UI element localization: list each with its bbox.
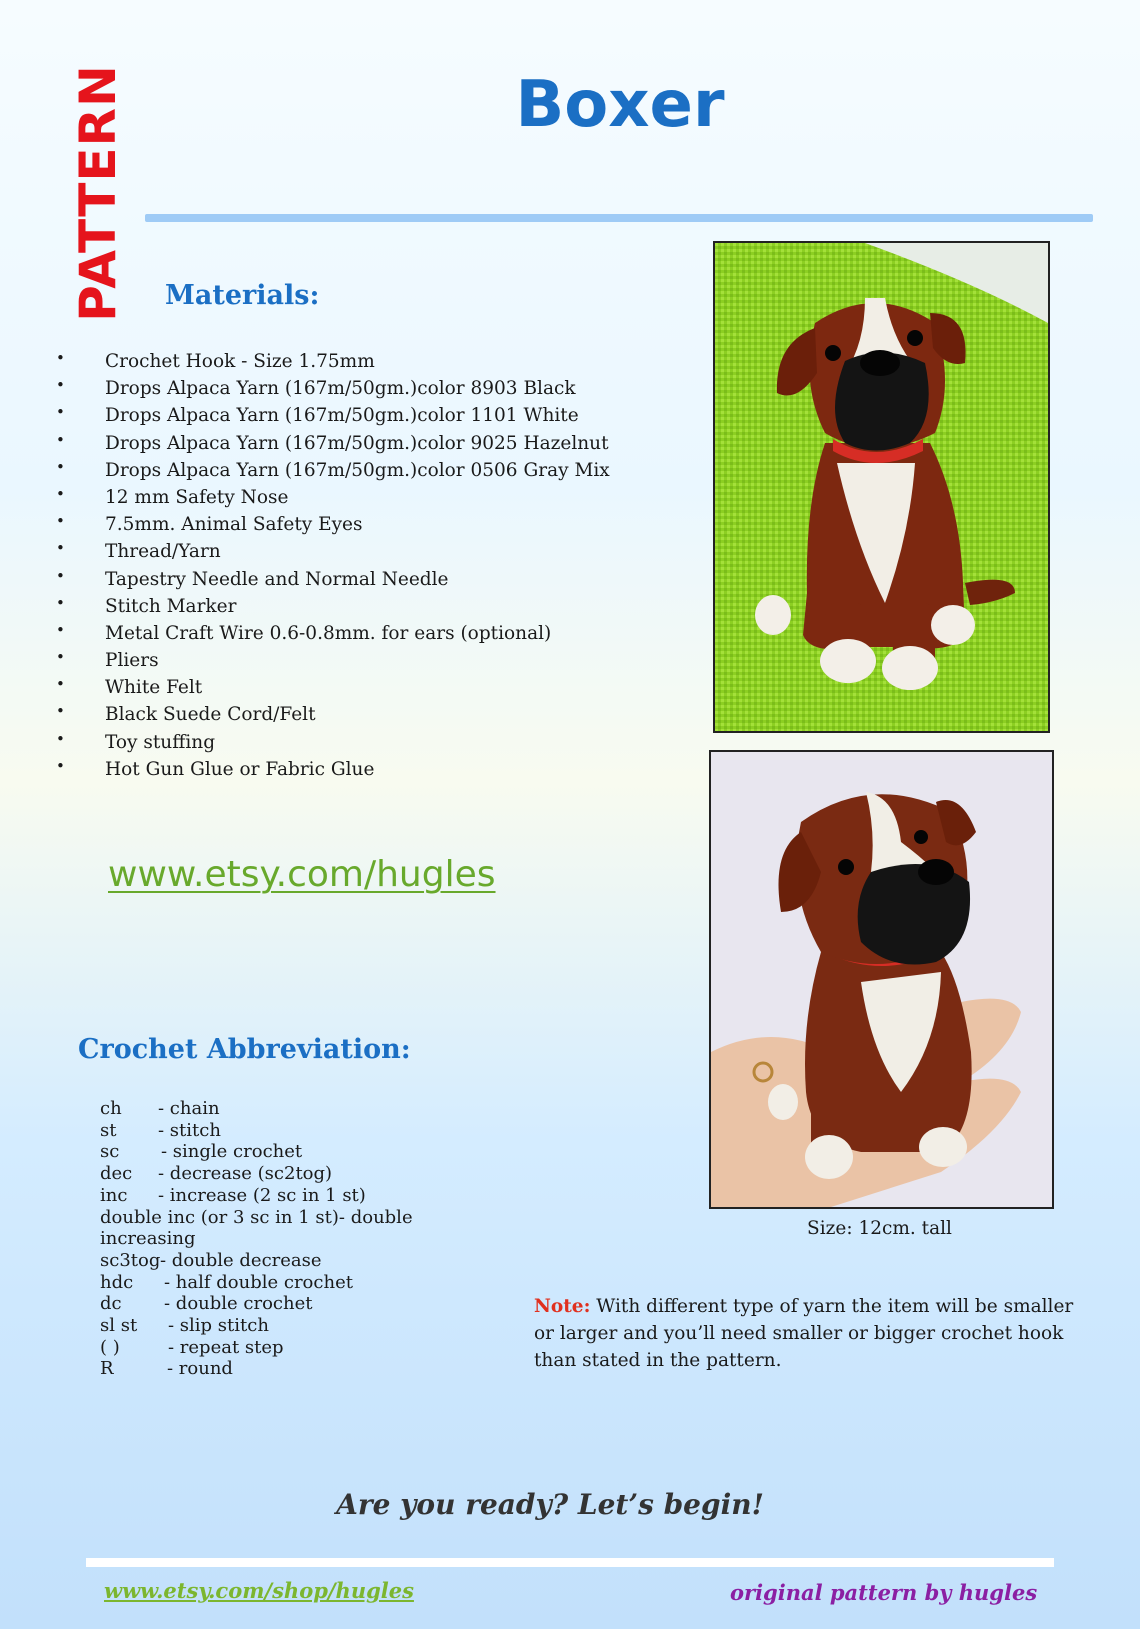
abbreviation-row — [100, 1141, 413, 1163]
abbreviation-value: - double crochet — [164, 1293, 313, 1315]
material-item: • Stitch Marker — [52, 593, 610, 620]
size-caption: Size: 12cm. tall — [807, 1218, 952, 1239]
abbreviation-value: - chain — [158, 1098, 220, 1119]
abbreviation-row — [100, 1207, 413, 1229]
abbreviation-value: - single crochet — [161, 1141, 303, 1163]
abbreviation-key: ( ) — [100, 1336, 120, 1358]
abbreviation-row — [100, 1250, 413, 1272]
abbreviation-row — [100, 1337, 413, 1359]
abbreviation-key: hdc — [100, 1271, 134, 1293]
abbreviation-key: double inc (or 3 sc in 1 st) — [100, 1206, 339, 1228]
abbreviation-value: - increase (2 sc in 1 st) — [158, 1184, 366, 1206]
materials-heading: Materials: — [165, 280, 320, 311]
material-item: • Toy stuffing — [52, 729, 610, 756]
note-block — [534, 1293, 1074, 1374]
abbreviation-value: - half double crochet — [164, 1271, 353, 1293]
material-item: • Drops Alpaca Yarn (167m/50gm.)color 1101 White — [52, 402, 610, 429]
abbreviations-list — [100, 1098, 413, 1380]
abbreviation-row — [100, 1358, 413, 1380]
abbreviations-heading: Crochet Abbreviation: — [78, 1034, 411, 1065]
page-title: Boxer — [515, 68, 725, 142]
abbreviation-row — [100, 1315, 413, 1337]
material-item: • Tapestry Needle and Normal Needle — [52, 566, 610, 593]
footer-divider — [86, 1558, 1054, 1567]
note-text: With different type of yarn the item will be smaller or larger and you’ll need smaller or bigger crochet hook than stated in the pattern. — [534, 1296, 1074, 1371]
abbreviation-key: increasing — [100, 1228, 196, 1250]
material-item: • Black Suede Cord/Felt — [52, 701, 610, 728]
abbreviation-value: - slip stitch — [168, 1315, 269, 1337]
abbreviation-key: inc — [100, 1184, 128, 1206]
material-item: • 12 mm Safety Nose — [52, 484, 610, 511]
etsy-shop-link[interactable]: www.etsy.com/hugles — [108, 854, 496, 895]
footer-credit: original pattern by hugles — [730, 1580, 1038, 1605]
ready-banner: Are you ready? Let’s begin! — [336, 1488, 764, 1521]
abbreviation-row — [100, 1098, 413, 1120]
abbreviation-row — [100, 1272, 413, 1294]
abbreviation-key: dc — [100, 1293, 122, 1315]
abbreviation-value: - stitch — [158, 1119, 221, 1141]
material-item: • Crochet Hook - Size 1.75mm — [52, 348, 610, 375]
abbreviation-key: sc3tog — [100, 1249, 161, 1271]
abbreviation-value: - round — [167, 1358, 233, 1380]
abbreviation-key: sl st — [100, 1315, 138, 1337]
abbreviation-key: st — [100, 1119, 117, 1141]
abbreviation-value: - repeat step — [168, 1336, 284, 1358]
material-item: • White Felt — [52, 674, 610, 701]
boxer-illustration-hand — [711, 752, 1052, 1207]
footer-shop-link[interactable]: www.etsy.com/shop/hugles — [104, 1578, 414, 1603]
note-label: Note: — [534, 1296, 591, 1317]
boxer-illustration-front — [715, 243, 1048, 731]
title-divider — [145, 214, 1093, 222]
pattern-side-label — [68, 64, 128, 322]
material-item: • Drops Alpaca Yarn (167m/50gm.)color 9025 Hazelnut — [52, 430, 610, 457]
abbreviation-value: - double — [338, 1206, 413, 1228]
pattern-side-text: PATTERN — [69, 64, 127, 322]
abbreviation-row — [100, 1185, 413, 1207]
abbreviation-value: - decrease (sc2tog) — [158, 1163, 333, 1185]
material-item: • Metal Craft Wire 0.6-0.8mm. for ears (optional) — [52, 620, 610, 647]
abbreviation-key: ch — [100, 1098, 122, 1119]
abbreviation-key: R — [100, 1358, 114, 1380]
abbreviation-row — [100, 1163, 413, 1185]
abbreviation-key: sc — [100, 1141, 120, 1163]
abbreviation-key: dec — [100, 1163, 133, 1185]
material-item: • 7.5mm. Animal Safety Eyes — [52, 511, 610, 538]
material-item: • Drops Alpaca Yarn (167m/50gm.)color 8903 Black — [52, 375, 610, 402]
boxer-photo-front — [713, 241, 1050, 733]
materials-list — [52, 348, 610, 783]
material-item: • Thread/Yarn — [52, 538, 610, 565]
abbreviation-row — [100, 1293, 413, 1315]
material-item: • Hot Gun Glue or Fabric Glue — [52, 756, 610, 783]
material-item: • Drops Alpaca Yarn (167m/50gm.)color 0506 Gray Mix — [52, 457, 610, 484]
boxer-photo-hand — [709, 750, 1054, 1209]
abbreviation-value: - double decrease — [160, 1249, 322, 1271]
abbreviation-row — [100, 1228, 413, 1250]
material-item: • Pliers — [52, 647, 610, 674]
abbreviation-row — [100, 1120, 413, 1142]
